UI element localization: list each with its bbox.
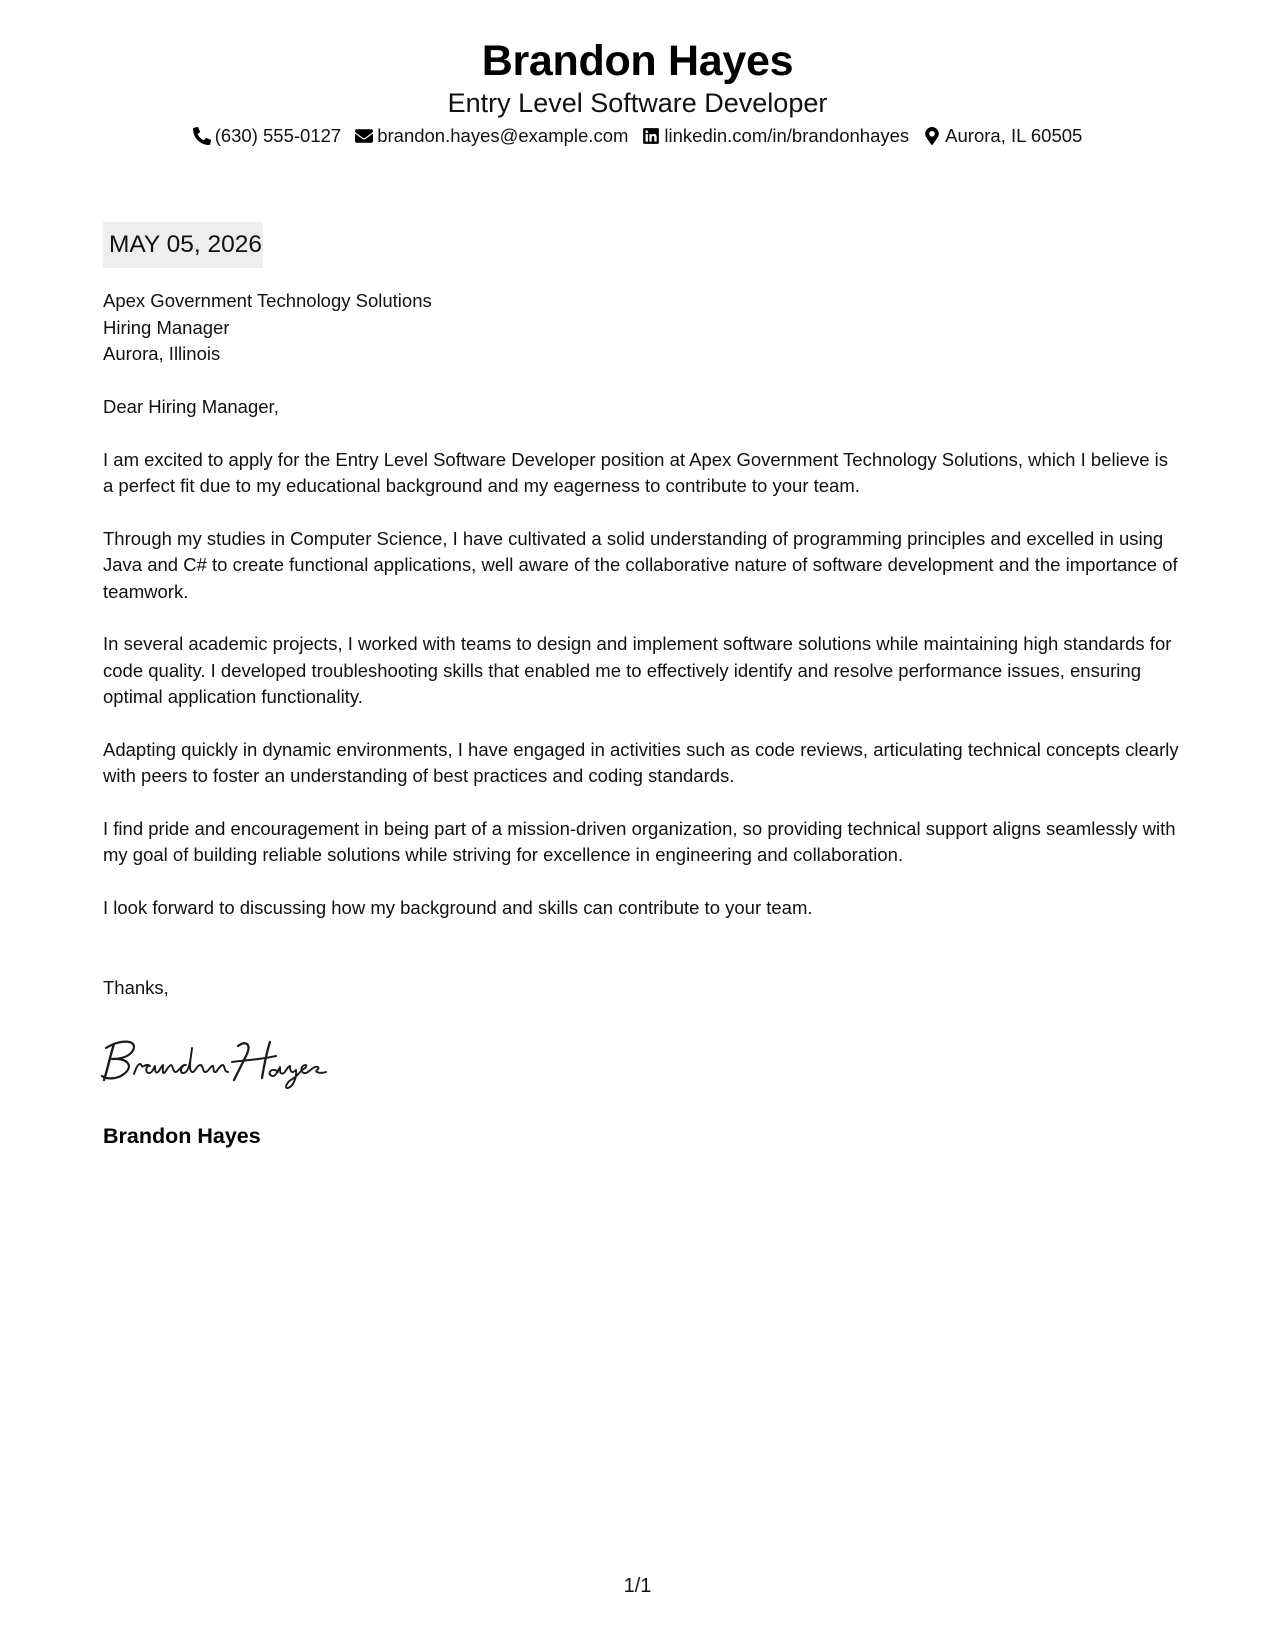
- recipient-location: Aurora, Illinois: [103, 343, 221, 364]
- applicant-title: Entry Level Software Developer: [447, 88, 828, 118]
- linkedin-text: linkedin.com/in/brandonhayes: [664, 125, 910, 146]
- contact-linkedin: [642, 123, 909, 149]
- body-paragraph: Through my studies in Computer Science, I have cultivated a solid understanding of programming principles and excelled in using Java and C# to create functional applications, well aware of the collaborative nature of software development and the importance of teamwork.: [103, 527, 1178, 602]
- closing: Thanks,: [103, 977, 169, 998]
- email-text: brandon.hayes@example.com: [377, 125, 629, 146]
- signer-name: Brandon Hayes: [103, 1124, 261, 1148]
- recipient-role: Hiring Manager: [103, 316, 230, 338]
- location-text: Aurora, IL 60505: [945, 125, 1083, 146]
- body-paragraph: I find pride and encouragement in being part of a mission-driven organization, so providing technical support aligns seamlessly with my goal of building reliable solutions while striving for excellence in engineering and collaboration.: [103, 817, 1176, 865]
- page-number: 1/1: [623, 1575, 652, 1597]
- handwritten-signature: [100, 1032, 350, 1090]
- contact-location: [923, 123, 1082, 149]
- linkedin-icon: [642, 127, 660, 145]
- phone-text: (630) 555-0127: [214, 125, 342, 146]
- letter-header: [0, 34, 1275, 149]
- envelope-icon: [355, 127, 373, 145]
- body-paragraph: I look forward to discussing how my background and skills can contribute to your team.: [103, 896, 813, 918]
- contact-phone: [193, 123, 342, 149]
- body-paragraph: I am excited to apply for the Entry Level Software Developer position at Apex Government Technology Solutions, which I believe is a perfect fit due to my educational background and my eagerness to contribute to your team.: [103, 448, 1169, 496]
- body-paragraph: In several academic projects, I worked with teams to design and implement software solutions while maintaining high standards for code quality. I developed troubleshooting skills that enabled me to effectively identify and resolve performance issues, ensuring optimal application functionality.: [103, 633, 1172, 707]
- salutation: Dear Hiring Manager,: [103, 396, 279, 417]
- recipient-block: [103, 288, 432, 368]
- letter-date: MAY 05, 2026: [103, 222, 263, 268]
- applicant-name: Brandon Hayes: [481, 37, 794, 85]
- phone-icon: [193, 127, 211, 145]
- recipient-company: Apex Government Technology Solutions: [103, 290, 432, 311]
- body-paragraph: Adapting quickly in dynamic environments, I have engaged in activities such as code reviews, articulating technical concepts clearly with peers to foster an understanding of best practices and coding standards.: [103, 738, 1179, 786]
- map-marker-icon: [923, 127, 941, 145]
- contact-info: [0, 123, 1275, 149]
- letter-body: [103, 394, 1183, 947]
- contact-email: [355, 123, 628, 149]
